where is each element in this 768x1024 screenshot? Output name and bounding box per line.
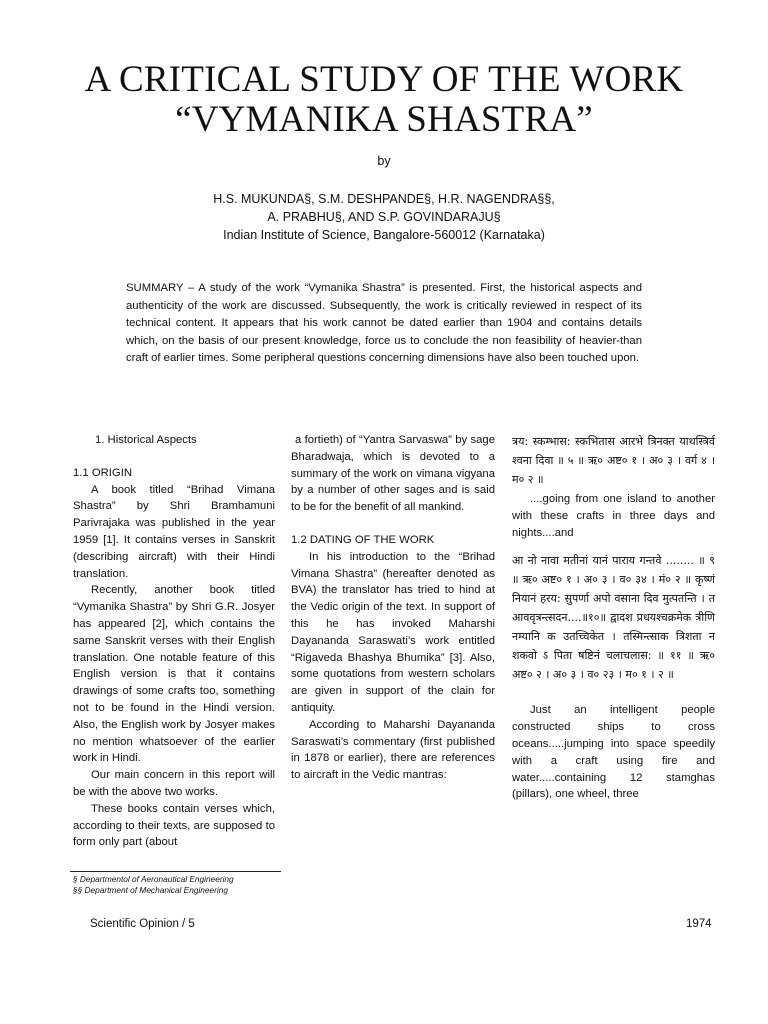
paragraph: These books contain verses which, according to their texts, are supposed to form only part (about — [73, 802, 275, 849]
sanskrit-verse: आ नो नावा मतीनां यानं पाराय गन्तवे ........ ॥ ९ ॥ ऋ० अष्ट० १ । अ० ३ । व० ३४ । मं० २ ॥ कृष्णं नियानं हरय: सुपर्णा अपो वसाना दिव मुत्पतन्ति । त आववृत्रन्त्सदन....॥१०॥ द्वादश प्रधयश्चक्रमेक त्रीणि नम्यानि क उतच्चिकेत । तस्मिन्त्साक त्रिशता न शकवो ऽ पिता षष्टिनं चलाचलास: ॥ ११ ॥ ऋ० अष्ट० २ । अ० ३ । व० २३ । म० १ । २ ॥ — [512, 554, 715, 682]
footer-journal: Scientific Opinion / 5 — [90, 918, 195, 930]
column-2 — [291, 432, 495, 784]
paragraph: ....going from one island to another with these crafts in three days and nights....and — [512, 493, 715, 539]
byline: by — [377, 154, 391, 168]
paragraph: Our main concern in this report will be with the above two works. — [73, 769, 275, 798]
column-1 — [73, 432, 275, 851]
authors-line-2: A. PRABHU§, AND S.P. GOVINDARAJU§ — [267, 210, 501, 224]
paragraph: a fortieth) of “Yantra Sarvaswa” by sage Bharadwaja, which is devoted to a summary of the work on vimana vigyana by a number of other sages and is said to be for the benefit of all mankind. — [291, 434, 495, 514]
subsection-heading: 1.1 ORIGIN — [73, 466, 133, 479]
summary-paragraph: SUMMARY – A study of the work “Vymanika Shastra” is presented. First, the historical aspects and authenticity of the work are discussed. Subsequently, the work is critically reviewed in respect of its technical content. It appears that his work cannot be dated earlier than 1904 and contains details which, on the basis of our present knowledge, force us to conclude the non feasibility of heavier-than craft of earlier times. Some peripheral questions concerning dimensions have also been touched upon. — [126, 282, 642, 364]
institution: Indian Institute of Science, Bangalore-560012 (Karnataka) — [223, 228, 545, 242]
section-heading: 1. Historical Aspects — [95, 434, 197, 446]
authors-line-1: H.S. MUKUNDA§, S.M. DESHPANDE§, H.R. NAGENDRA§§, — [213, 192, 555, 206]
title-line-2: “VYMANIKA SHASTRA” — [175, 99, 593, 140]
paragraph: In his introduction to the “Brihad Vimana Shastra” (hereafter denoted as BVA) the translator has tried to hind at the Vedic origin of the text. In support of this he has invoked Maharshi Dayananda Saraswati’s work entitled “Rigaveda Bhashya Bhumika” [3]. Also, some quotations from western scholars are given in support of the clain for antiquity. — [291, 550, 495, 714]
paragraph: A book titled “Brihad Vimana Shastra” by Shri Bramhamuni Parivrajaka was published in the year 1959 [1]. It contains verses in Sanskrit (describing aircraft) with their Hindi translation. — [73, 483, 275, 580]
subsection-heading: 1.2 DATING OF THE WORK — [291, 533, 435, 546]
column-3 — [512, 432, 715, 803]
paragraph: According to Maharshi Dayananda Saraswati’s commentary (first published in 1878 or earlier), there are references to aircraft in the Vedic mantras: — [291, 718, 495, 782]
paragraph: Just an intelligent people constructed ships to cross oceans.....jumping into space speedily with a craft using fire and water.....containing 12 stamghas (pillars), one wheel, three — [512, 704, 715, 801]
footnote-divider — [70, 871, 281, 872]
sanskrit-verse: त्रय: स्कम्भास: स्कभितास आरभे त्रिनक्त याथस्त्रिर्व श्वना दिवा ॥ ५ ॥ ऋ० अष्ट० १ । अ० ३ । वर्ग ४ । म० २ ॥ — [512, 435, 715, 486]
paragraph: Recently, another book titled “Vymanika Shastra” by Shri G.R. Josyer has appeared [2], which contains the same Sanskrit verses with their English translation. One notable feature of this English version is that it contains drawings of some crafts too, something not to be found in the Hindi version. Also, the English work by Josyer makes no mention whatsoever of the earlier work in Hindi. — [73, 584, 275, 765]
footnote: §§ Department of Mechanical Engineering — [73, 885, 228, 895]
footnote: § Departmentol of Aeronautical Engineering — [73, 874, 234, 884]
title-line-1: A CRITICAL STUDY OF THE WORK — [84, 59, 684, 100]
footer-year: 1974 — [686, 918, 712, 930]
